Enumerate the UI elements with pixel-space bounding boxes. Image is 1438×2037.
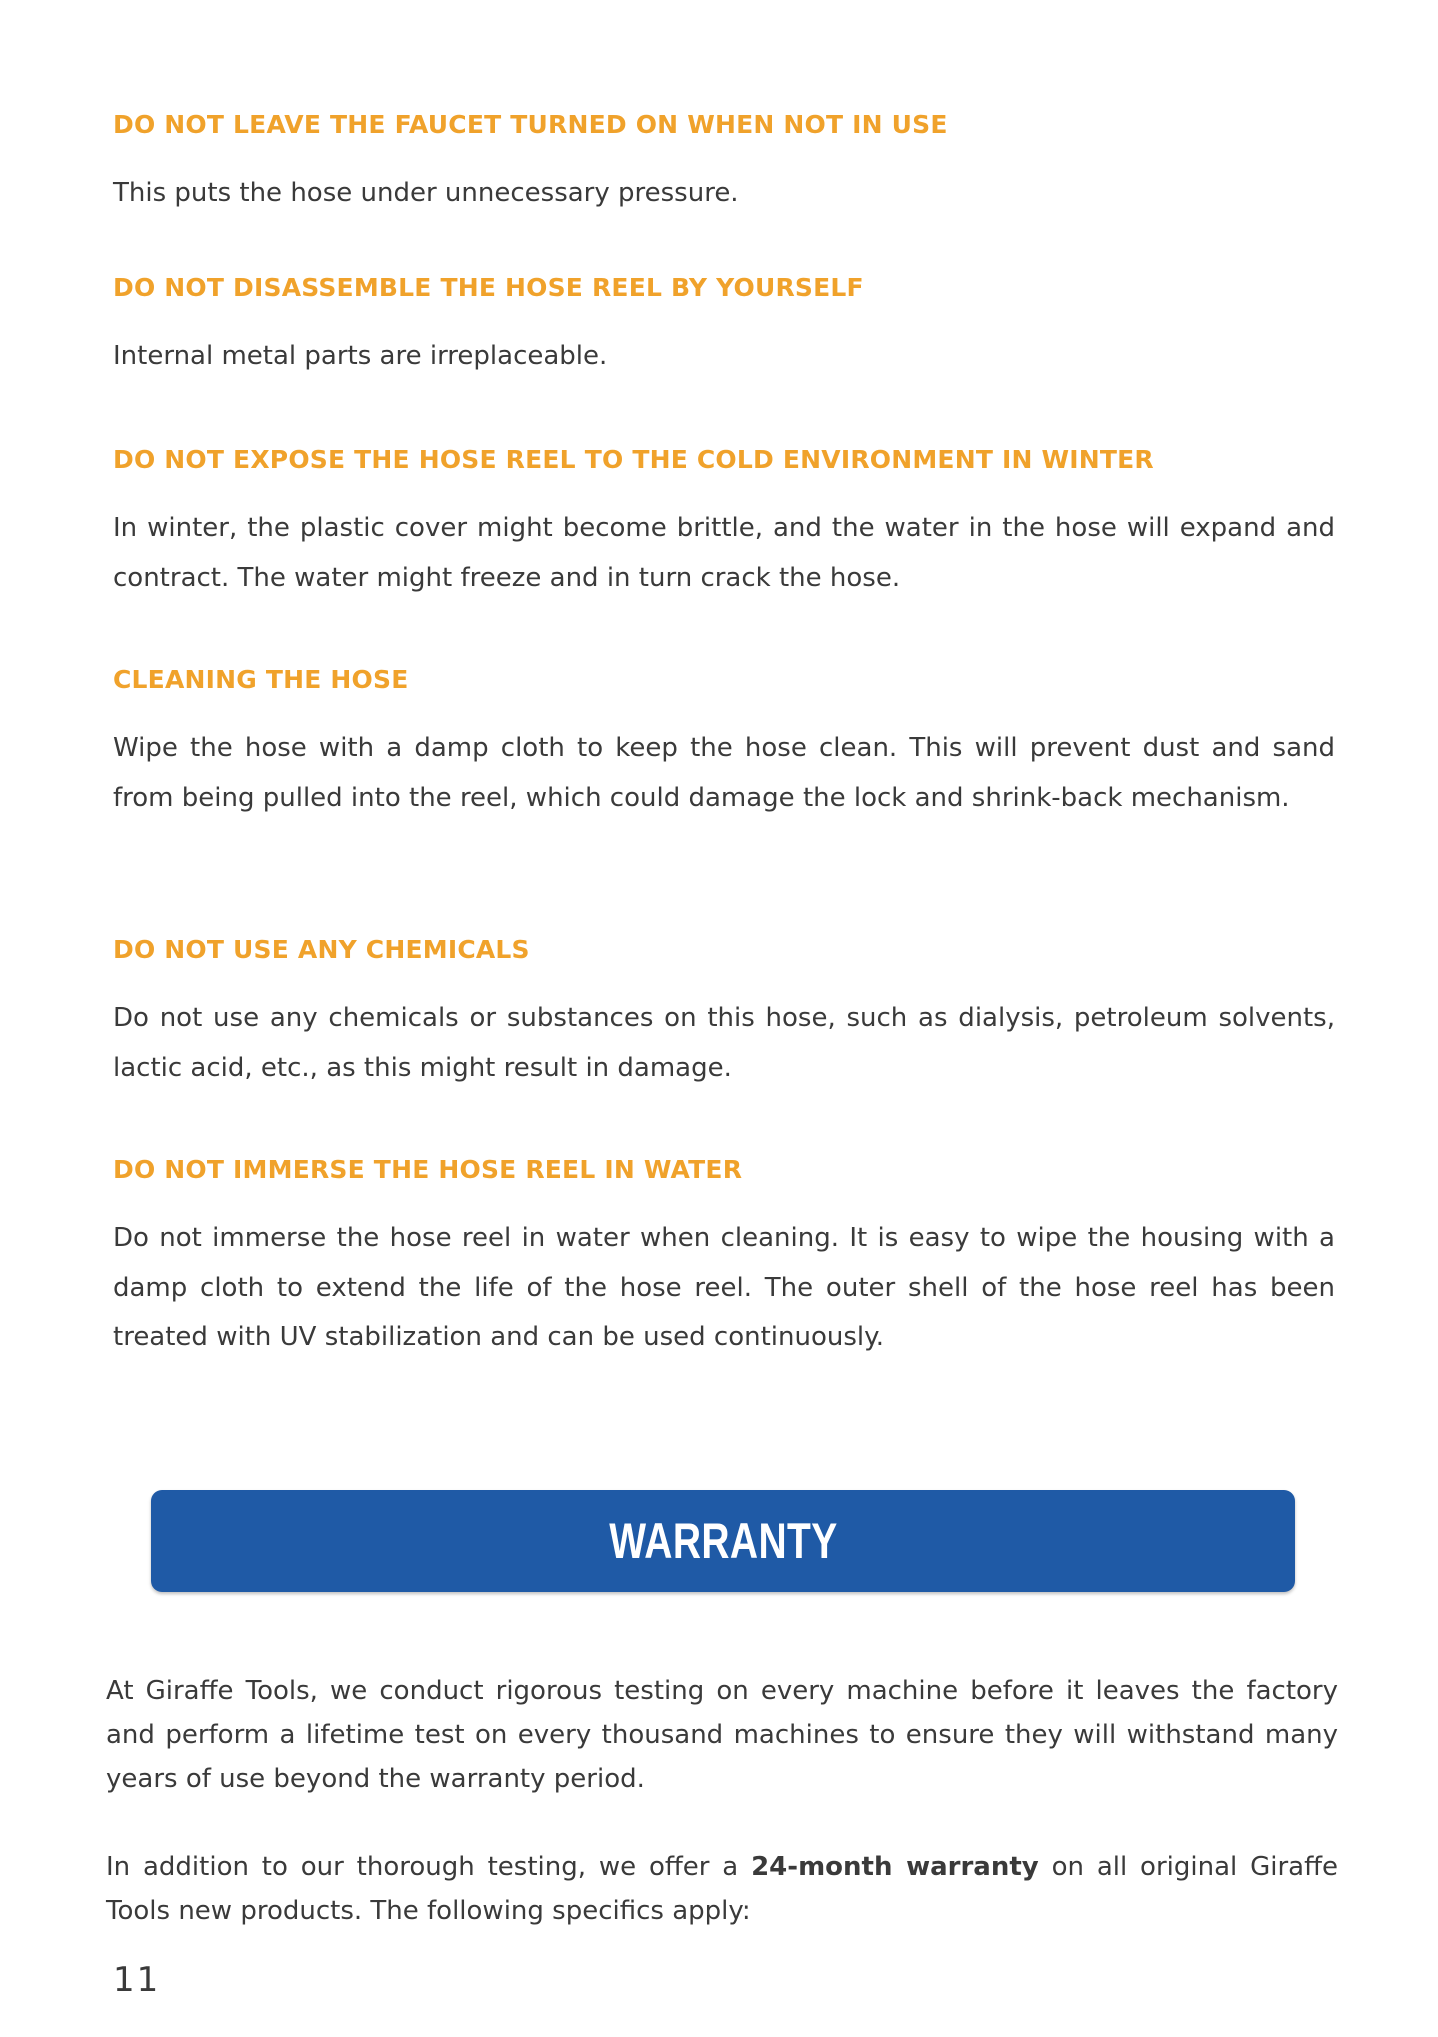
section-heading-chemicals: DO NOT USE ANY CHEMICALS <box>113 935 530 964</box>
warranty-banner <box>151 1490 1295 1592</box>
section-heading-cold: DO NOT EXPOSE THE HOSE REEL TO THE COLD ENVIRONMENT IN WINTER <box>113 445 1154 474</box>
section-body-cleaning: Wipe the hose with a damp cloth to keep the hose clean. This will prevent dust and sand from being pulled into the reel, which could damage the lock and shrink-back mechanism. <box>113 733 1335 813</box>
section-heading-disassemble: DO NOT DISASSEMBLE THE HOSE REEL BY YOURSELF <box>113 273 864 302</box>
section-body-disassemble: Internal metal parts are irreplaceable. <box>113 341 608 371</box>
warranty-paragraph-1: At Giraffe Tools, we conduct rigorous testing on every machine before it leaves the factory and perform a lifetime test on every thousand machines to ensure they will withstand many years of use beyond the warranty period. <box>106 1676 1338 1794</box>
section-heading-cleaning: CLEANING THE HOSE <box>113 665 409 694</box>
section-body-immerse: Do not immerse the hose reel in water when cleaning. It is easy to wipe the housing with a damp cloth to extend the life of the hose reel. The outer shell of the hose reel has been treated with UV stabilization and can be used continuously. <box>113 1223 1335 1352</box>
warranty-paragraph-2-rest: on all original Giraffe Tools new products. The following specifics apply: <box>106 1852 1338 1926</box>
section-heading-faucet: DO NOT LEAVE THE FAUCET TURNED ON WHEN NOT IN USE <box>113 110 948 139</box>
section-heading-immerse: DO NOT IMMERSE THE HOSE REEL IN WATER <box>113 1155 743 1184</box>
section-body-cold: In winter, the plastic cover might become brittle, and the water in the hose will expand and contract. The water might freeze and in turn crack the hose. <box>113 513 1335 593</box>
warranty-duration-emphasis: 24-month warranty <box>751 1852 1039 1882</box>
warranty-paragraph-2-intro: In addition to our thorough testing, we offer a <box>106 1852 752 1882</box>
section-body-chemicals: Do not use any chemicals or substances on this hose, such as dialysis, petroleum solvents, lactic acid, etc., as this might result in damage. <box>113 1003 1335 1083</box>
warranty-title: WARRANTY <box>608 1513 838 1569</box>
section-body-faucet: This puts the hose under unnecessary pressure. <box>113 178 739 208</box>
warranty-paragraph-2 <box>106 1845 1338 1933</box>
page-number: 11 <box>113 1960 161 2000</box>
